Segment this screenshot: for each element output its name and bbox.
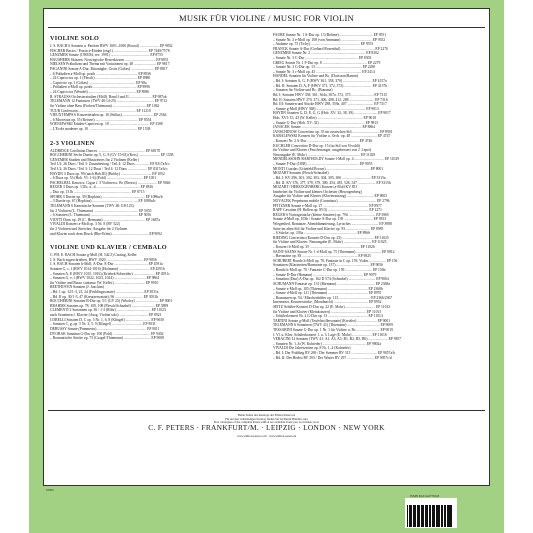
catalog-entry: – Sonate g-Moll (HWV 368) ..................................................... EP 9013: [273, 106, 379, 111]
catalog-frame: [43, 8, 490, 486]
catalog-entry: RAFF Cavatine (H. Bollen op. 85/3) ............................................ EP 1271: [273, 208, 382, 213]
catalog-entry: – 24 Capriccios (Wendel) ................................................... EP 8986: [50, 90, 150, 95]
catalog-entry: REGER 3 Duos op. 131b, a.. d. .............................................. EP 8816: [50, 185, 154, 190]
section-heading: 2-3 VIOLINEN: [50, 139, 95, 147]
publisher-urls: www.edition-peters.com · www.edition-peters.de: [236, 434, 297, 438]
catalog-entry: für 2 Violinen und Streicher, Ausgabe für 2 Violinen: [50, 226, 128, 231]
catalog-entry: MOZART / HERZOGENBERG Konzert a-Moll KV 851: [273, 185, 358, 190]
note-line: Free catalogues of the complete Peters edition are available from your local music store: [213, 420, 320, 425]
catalog-entry: Wiegenlied, Romanze, Abenddämmerung, Lyrisches ............................. EP 3988: [273, 221, 392, 226]
right-column: [273, 33, 485, 360]
catalog-entry: Sonaten G, c, f (BWV 1014-1016) (Hofmann) ................................. EP 4591b: [50, 266, 165, 271]
catalog-entry: – Sonatina (Duo) A-Dur op. 162 D 574 (Schnabel) ............................. EP 9064: [273, 277, 389, 282]
catalog-entry: J. S. Bach zugeschrieben, BWV 1020 ........................................ EP 9856: [50, 257, 157, 262]
barcode-bar: [433, 505, 434, 527]
catalog-entry: – Havanaise op. 83 ............................................................ EP 9825: [273, 254, 371, 259]
barcode-icon: [405, 498, 457, 528]
catalog-entry: – 6 Stücke, op. 103a ......................................................... EP 8966: [273, 231, 370, 236]
catalog-entry: – 24 Capriccios op. 1 (Flesch) ............................................. EP 8980: [50, 76, 151, 81]
catalog-entry: – Romantische Stücke op. 75 (Gorgel-Thiemann) ............................. EP 9008: [50, 336, 164, 341]
note-line: Für ein den vollständigen Katalog finden Sie bei Ihrem Händler oder: [225, 416, 308, 421]
barcode-bar: [418, 505, 419, 527]
catalog-entry: – Bd. I: KV 296, 301, 302, 303, 304, 305, 306 ............................... EP 3315a: [273, 175, 386, 180]
catalog-entry: für Violine ohne Bass (Frohen/Thiemann) .................................... EP 1062: [50, 103, 160, 108]
catalog-entry: – Sonate Nr. 2 G-Dur op. 13 .................................................. EP 2280: [273, 65, 376, 70]
catalog-entry: bearbeitet für Violine und kleines Orchester (Herzogenberg): [273, 189, 362, 194]
catalog-entry: NIELSEN Präludium und Thema mit Variationen op. 48 ........................ EP 9817: [50, 62, 170, 67]
catalog-entry: Teil 1/2: 26 Duos / Teil 3: 12 Duos / Teil 4: 12 Duos ..................... EP 8317a/b/c: [50, 167, 168, 172]
catalog-entry: RIEDING Concertino (Konzert D-Dur op. 25) .................................. EP 11025: [273, 235, 389, 240]
note-line: Beide Seiten des Katalogs der Edition Peters zu: [237, 413, 296, 417]
catalog-entry: nach Sonatinen f. Klavier (Ausg. Violine solo) ............................... EP 8921: [50, 313, 162, 318]
catalog-entry: – Sonate Nr. 3 c-Moll op. 45 ................................................. EP 2414: [273, 69, 375, 74]
barcode-bar: [451, 505, 452, 527]
catalog-entry: BOCCHERINI Sonaten B-Dur op. 5/1 (GV 25) (Wooley) ......................... EP 9001: [50, 299, 173, 304]
catalog-entry: für Violine und Klavier (Feuchtwanger, ausgebessert von J. Leper): [273, 148, 372, 153]
catalog-entry: – Duo op. 131b .............................................................. EP 8715: [50, 190, 145, 195]
catalog-entry: REGER 6 Vortragsstücke (kleine Sonaten) op. 79d ............................. EP 3965: [273, 212, 389, 217]
catalog-entry: Bd. II: Sonaten HWV 370, 371, 406, 408, 412, 288 ........................... EP 7316: [273, 97, 388, 102]
catalog-entry: WIENIAWSKI Etüden-Capricen op. 18 ........................................... EP 3308: [50, 122, 163, 127]
catalog-entry: – Sonate D-Dur (Hamann) ...................................................... EP 9079: [273, 272, 377, 277]
catalog-entry: – Konzert h-Moll op. 35 ...................................................... EP 11026: [273, 245, 375, 250]
catalog-entry: HAYDN 3 Duos op. 99 (nach Hob.III) (Bobby) ................................. EP 1052: [50, 171, 165, 176]
catalog-entry: – Sonate Nr. 3 C-Dur ......................................................... EP 8303: [273, 56, 372, 61]
title-rule: [48, 27, 485, 28]
catalog-entry: Intermezzi, Konzertstücke, (Mondnacht) ..................................... EP 8952: [273, 300, 382, 305]
catalog-entry: HÄNDEL Sonaten für Violine und Bc. (Davisson/Ramin): [273, 74, 359, 79]
catalog-entry: – Sonate Nr. 2 e-Moll op. 108 (von Ammann) ................................. EP 9552: [273, 37, 386, 42]
catalog-entry: für Violine und Klavier. Neuausgabe (E. Mohr) .............................. EP 11025: [273, 240, 387, 245]
section-heading: VIOLINE UND KLAVIER / CEMBALO: [50, 244, 167, 252]
catalog-entry: – 6 Morceaux op. 55 (Keisert) .............................................. EP 8554: [50, 117, 152, 122]
barcode-bar: [445, 505, 446, 527]
catalog-entry: MENDELSSOHN BARTHOLDY Sonate f-Moll op. 4 ................................ EP 11029: [273, 157, 400, 162]
catalog-entry: SCHUMANN Fantasie op. 131 (Bärmann) ......................................... EP 2368a: [273, 281, 390, 286]
catalog-entry: – 6 Duos op. 53 (Hob. VI: 1-6) (Pohl) ....................................... EP 1051: [50, 176, 157, 181]
catalog-entry: für 2 Violinen (L. Thiemann) ................................................ EP 5055: [50, 208, 152, 213]
catalog-entry: – Bd. II: Der Herbst RV 293 / Der Winter RV 297 ............................. EP 9057c/d: [273, 355, 392, 360]
catalog-entry: Teil 1/2: 26 Duos / Teil 3: Zusatzbeitrag / Teil 4: 12 Duos ............... EP 8317a/b/c: [50, 162, 170, 167]
catalog-entry: PAGANINI Sonate A-Dur, Ritornäghe, Gistis (Gökes) ......................... EP 8817: [50, 67, 168, 72]
catalog-entry: – Schülerkonzert Nr. 2 G-Dur op. 13 ........................................... EP 11014: [273, 314, 383, 319]
catalog-entry: FRANCK Sonate A-Dur (Gerhard Rosenthal) .................................... EP 2270: [273, 46, 388, 51]
catalog-entry: Bd. III: Sonaten und Stücke HWV 288, 359a, 407 ............................ EP 7317: [273, 102, 387, 107]
catalog-entry: TÜÜR Confession .............................................................. EP 11210: [50, 108, 151, 113]
catalog-entry: – Sonate G-Dur (Hob. XV: 32) ................................................. EP 9815: [273, 120, 379, 125]
catalog-entry: TELEMANN 12 Fantasien (TWV 40:14-25) ........................................ EP 9712: [50, 99, 168, 104]
catalog-entry: – Sonaten C, g, op. 5 Nr. 3, 5, 9 (Klingel) ................................. EP 9031: [50, 322, 156, 327]
catalog-entry: Ausgabe für Violine und Klavier (Klavierauszug) ............................. EP 9003: [273, 194, 387, 199]
catalog-entry: PFITZNER Sonate e-Moll op. 27 ................................................. EP 8977: [273, 203, 382, 208]
catalog-entry: – Sonate d-Moll op. 121 (Thiemann) ........................................... EP 8970: [273, 291, 382, 296]
catalog-entry: – Sonaten G, e, f (BWV 1022, 1023, 1024) .................................. EP 9864: [50, 276, 160, 281]
bottom-rule: [48, 410, 485, 411]
catalog-entry: – Bd. II: Sonaten D, A, F (HWV 371, 372, 373) .............................. EP 4157b: [273, 83, 388, 88]
catalog-entry: J. S. BACH 6 Sonaten u. Partiten BWV 1001–1006 (Rostal) ..................... EP 9852: [50, 44, 173, 48]
catalog-entry: BOCCHERINI Sechs Duette op. 5, G. 8 (GV 15-63) (Kers) ....................... EP 1338: [50, 153, 174, 158]
catalog-entry: TELEMANN 6 Sonatinen (TWV 41) (Thiemann) ................................... EP 9009: [273, 323, 393, 328]
catalog-entry: – Sonaten Nr. 1–6 (W. Kolneder) ............................................... EP 9802a: [273, 341, 381, 346]
catalog-entry: für Violine und Basso continuo (W. Keller) ................................. EP 9910: [50, 280, 159, 285]
catalog-entry: und Klavier nach dem Druck (Rhe-Erbm) ....................................... EP 9092: [50, 231, 162, 236]
catalog-entry: für Violine und Klavier (Kleinkonzert) ...................................... EP 11013: [273, 309, 382, 314]
catalog-entry: SAINT-SAËNS Sonate Nr. 1 d-Moll op. 75 (Thiemann) ........................... EP 9812: [273, 249, 395, 254]
publisher-line: C. F. PETERS · FRANKFURT/M. · LEIPZIG · LONDON · NEW YORK: [148, 423, 385, 432]
catalog-entry: VIEUXTEMPS 6 Konzertetüden op. 16 (Stilius) ................................. EP 2564: [50, 113, 167, 118]
catalog-entry: – Präludien a-Moll op. posth ............................................... EP 8996: [50, 85, 150, 90]
catalog-entry: R. STRAUSS Orchesterstudien (Möll), Band I und II ........................ EP 987ab: [50, 94, 167, 99]
catalog-entry: BRAHMS Sonaten op. 78, 100, 108 (Flesch/Schnabel) ......................... EP 3899: [50, 303, 169, 308]
page-title: MUSIK FÜR VIOLINE / MUSIC FOR VIOLIN: [179, 13, 354, 23]
catalog-entry: SEITZ Schüler-Konzert D-Dur op. 22 (E. Mohr) ................................ EP 11012: [273, 304, 391, 309]
barcode-bar: [436, 505, 437, 527]
catalog-entry: MONTI Csardas (Grünfeld/Brown) ............................................... EP 8001: [273, 166, 384, 171]
catalog-entry: f. Vl. u. Klav. Schülerkonzert 1. u. 3. Lage (E. Mohr) ..................... EP 11016: [273, 332, 387, 337]
catalog-entry: Sonate d-Moll op. 103b / Sonate A-Dur op. 139 ............................... EP 9813: [273, 217, 387, 222]
catalog-entry: VIVALDI Die Jahreszeiten op. 8 Nr. 1–4 (Kolneder): [273, 346, 351, 351]
catalog-entry: CORELLI Sonaten D, C op. 5 Nr. 1, 6, 8 (Klingel) ........................... EP 9030: [50, 317, 164, 322]
catalog-entry: Hob. XVI: 15, 43 (W. Keller) ................................................. EP 9018: [273, 115, 376, 120]
catalog-entry: C. PH. E. BACH Sonate g-Moll (H. 542.5) Casting, Keller: [50, 253, 137, 258]
catalog-entry: CLEMENTI 3 Sonatinen op. 36 / 1-3 (Röhr) ..................................... EP 11023: [50, 308, 166, 313]
catalog-entry: KABALEWSKI Konzert für Violine u. Orch. op. 48 ............................ EP 4747: [273, 134, 391, 139]
catalog-entry: JANSCHINOW Concertino op. 35 im russischen Stil ............................. EP 8901: [273, 129, 393, 134]
catalog-entry: ALDRIDGE Carolinian Dances ................................................... EP 68170: [50, 148, 161, 153]
catalog-entry: VERACINI 12 Sonaten (TWV 41: A1, A3, A5, B1, B2, B5, B6) ..................... EP 9857: [273, 337, 402, 342]
left-column: [50, 33, 262, 341]
catalog-entry: Sonatinen (Klarinetten/Harmonie op. 137) .................................... EP 9056: [273, 263, 383, 268]
catalog-entry: VIOTTI Duos op. 29 (C. Hermann) ............................................. EP 1687a: [50, 217, 160, 222]
catalog-entry: – Sonate a-Moll op. 105 (Thiemann) ........................................... EP 2368b: [273, 286, 383, 291]
barcode-bar: [448, 505, 449, 527]
catalog-entry: VIVALDI Konzert a-Moll op. 3 Nr. 8 (RV 522): [50, 222, 120, 227]
catalog-entry: – Rondo h-Moll op. 70 / Fantasie C-Dur op. 159 ............................. EP 156b: [273, 268, 386, 273]
catalog-entry: GRIEG Sonate Nr. 1 F-Dur op. 8 ................................................ EP 2279: [273, 60, 381, 65]
catalog-entry: – Sonaten für Violine und Bc. (Bonsma): [273, 88, 333, 93]
section-heading: VIOLINE SOLO: [50, 35, 100, 42]
catalog-entry: SPOHR 3 Duette op. 39 (Hopkins) .............................................. EP 1086a/b: [50, 194, 163, 199]
catalog-entry: – Bd. I: Der Frühling RV 269 / Der Sommer RV 315 ............................ EP 9057a/b: [273, 351, 395, 356]
catalog-entry: GENZMER Sonate Nr. 2 ........................................................... EP 8302: [273, 51, 379, 56]
catalog-entry: FISCHER Basics / Practice-Etüden (engl.) ..................................... EP 7449/7578: [50, 48, 170, 53]
catalog-entry: – 3 Duette op. 67 (Hopkins) ................................................. EP 1088a/b: [50, 199, 156, 204]
catalog-entry: SCHUBERT Rondo h-Moll op. 70, Fantasie in C op. 159, Violin .................. EP 156: [273, 258, 398, 263]
barcode-bar: [414, 505, 416, 527]
catalog-entry: – Bd. II: KV 376, 377, 378, 379, 380, 454, 481, 526, 547 ................... EP 3315b: [273, 180, 391, 185]
barcode-bar: [430, 505, 431, 527]
catalog-entry: DVOŘÁK Sonatina G-Dur op. 100 (Pohl) ........................................ EP 9402: [50, 331, 164, 336]
barcode-bar: [427, 505, 428, 527]
catalog-entry: – 6 Sonaten (L. Thiemann) ................................................... EP 5056: [50, 213, 152, 218]
catalog-entry: – 6 Präludien a-Moll op. posth ............................................. EP 8936: [50, 71, 151, 76]
catalog-entry: DEBUSSY Sonate (Pommerin) ..................................................... EP 9011: [50, 326, 160, 331]
catalog-entry: – Sonate F-Dur (1838) ........................................................ EP 9055: [273, 162, 373, 167]
catalog-entry: – Konzert Nr. 2 A-Dur ........................................................ EP 4746: [273, 139, 373, 144]
catalog-entry: JANÁČEK Sonate ................................................................. EP 8864: [273, 125, 375, 130]
catalog-entry: – Bd. 1 op. 12/1-3, 23, 24 (Frühlingssonate) .............................. EP 3031a: [50, 290, 159, 295]
catalog-entry: – L'École moderne op. 10 .................................................... EP 1538: [50, 126, 151, 131]
catalog-entry: – Romanzen op. 94 / Märchenbilder op. 113 .................................. EP 2366/2367: [273, 295, 393, 300]
catalog-entry: GENZMER Sonate (1983/84, rev. 1991) .......................................... EP 8755: [50, 53, 163, 58]
barcode-bar: [411, 505, 412, 527]
catalog-entry: – Bd. II op. 30/1-3, 47 (Kreutzersonate), 96 .............................. EP 3031b: [50, 294, 159, 299]
catalog-entry: TELEMANN 6 Kanonische Sonaten (TWV 40:118-123): [50, 203, 134, 208]
catalog-entry: TARTINI Sonate g-Moll (Teufelstrillersonate) (Kreisler) ..................... EP 9001: [273, 318, 391, 323]
catalog-entry: HAUSHERR Skizzen. Norwegische Reiseskizzen ................................. EP 8851: [50, 57, 169, 62]
catalog-entry: KÜCHLER Concertino D-Dur op. 15 (im Stil von Vivaldi): [273, 143, 360, 148]
barcode-bar: [423, 505, 424, 527]
catalog-entry: – Capriccio op. 1 (Gökes) .................................................. EP 98a: [50, 80, 147, 85]
catalog-entry: – Andante op. 75 (Tichy) ..................................................... EP 9553: [273, 42, 374, 47]
catalog-entry: MOZART Sonaten (Flesch/Schnabel): [273, 171, 329, 176]
catalog-entry: HAYDN Sonaten G, D, E, G, G (Hob. XV: 32, 38, 39) ......................... EP 9017: [273, 111, 391, 116]
catalog-entry: Bd. I: Sonaten HWV 358, 361, 364a, 367a, 372, 373 ........................ EP 7315: [273, 92, 387, 97]
catalog-entry: – Bd. I: Sonaten A, G, F (HWV 361, 358, 370) ............................... EP 4157a: [273, 79, 387, 84]
catalog-entry: Neuausgabe (E. Mohr) ......................................................... EP 11029: [273, 152, 376, 157]
barcode-bar: [442, 505, 443, 527]
catalog-entry: FAURÉ Sonate Nr. 1 A-Dur op. 13 (Böhme) .................................... EP 9551: [273, 33, 387, 37]
catalog-code: 10000: [46, 488, 54, 492]
ismn-label: ISMN M-014-07700-8: [410, 494, 440, 498]
catalog-entry: – Sonaten A, E (BWV 1015, 1016) (Kriebek/Schneider) ....................... EP 4591c: [50, 271, 170, 276]
catalog-entry: J. S. BACH Sonaten h-Moll, A-Dur, E-Dur .................................... EP 4591a: [50, 262, 163, 267]
catalog-entry: NOVÁČEK Perpetuum mobile (Grumiaux) ......................................... EP 2796: [273, 198, 390, 203]
catalog-entry: TESSARINI Sonate G-Dur op. 1 Nr. 1 für Violine u. Bc. ........................ EP 9019: [273, 328, 393, 332]
barcode-bar: [421, 505, 422, 527]
catalog-entry: PACHELBEL Kanon u. Gigue f. 3 Violinen u. Bc (Bresso) ..................... EP 9046: [50, 180, 171, 185]
catalog-entry: BEETHOVEN Sonaten (J. Joachim): [50, 285, 104, 290]
barcode-bar: [409, 505, 410, 527]
barcode-bar: [439, 505, 440, 527]
catalog-entry: Suite im alten Stil für Violine und Klavier op. 93 .......................... EP 8985: [273, 226, 384, 231]
catalog-entry: GENZMER Studien und Musiziertes für 2 Violinen (Keller): [50, 157, 139, 162]
